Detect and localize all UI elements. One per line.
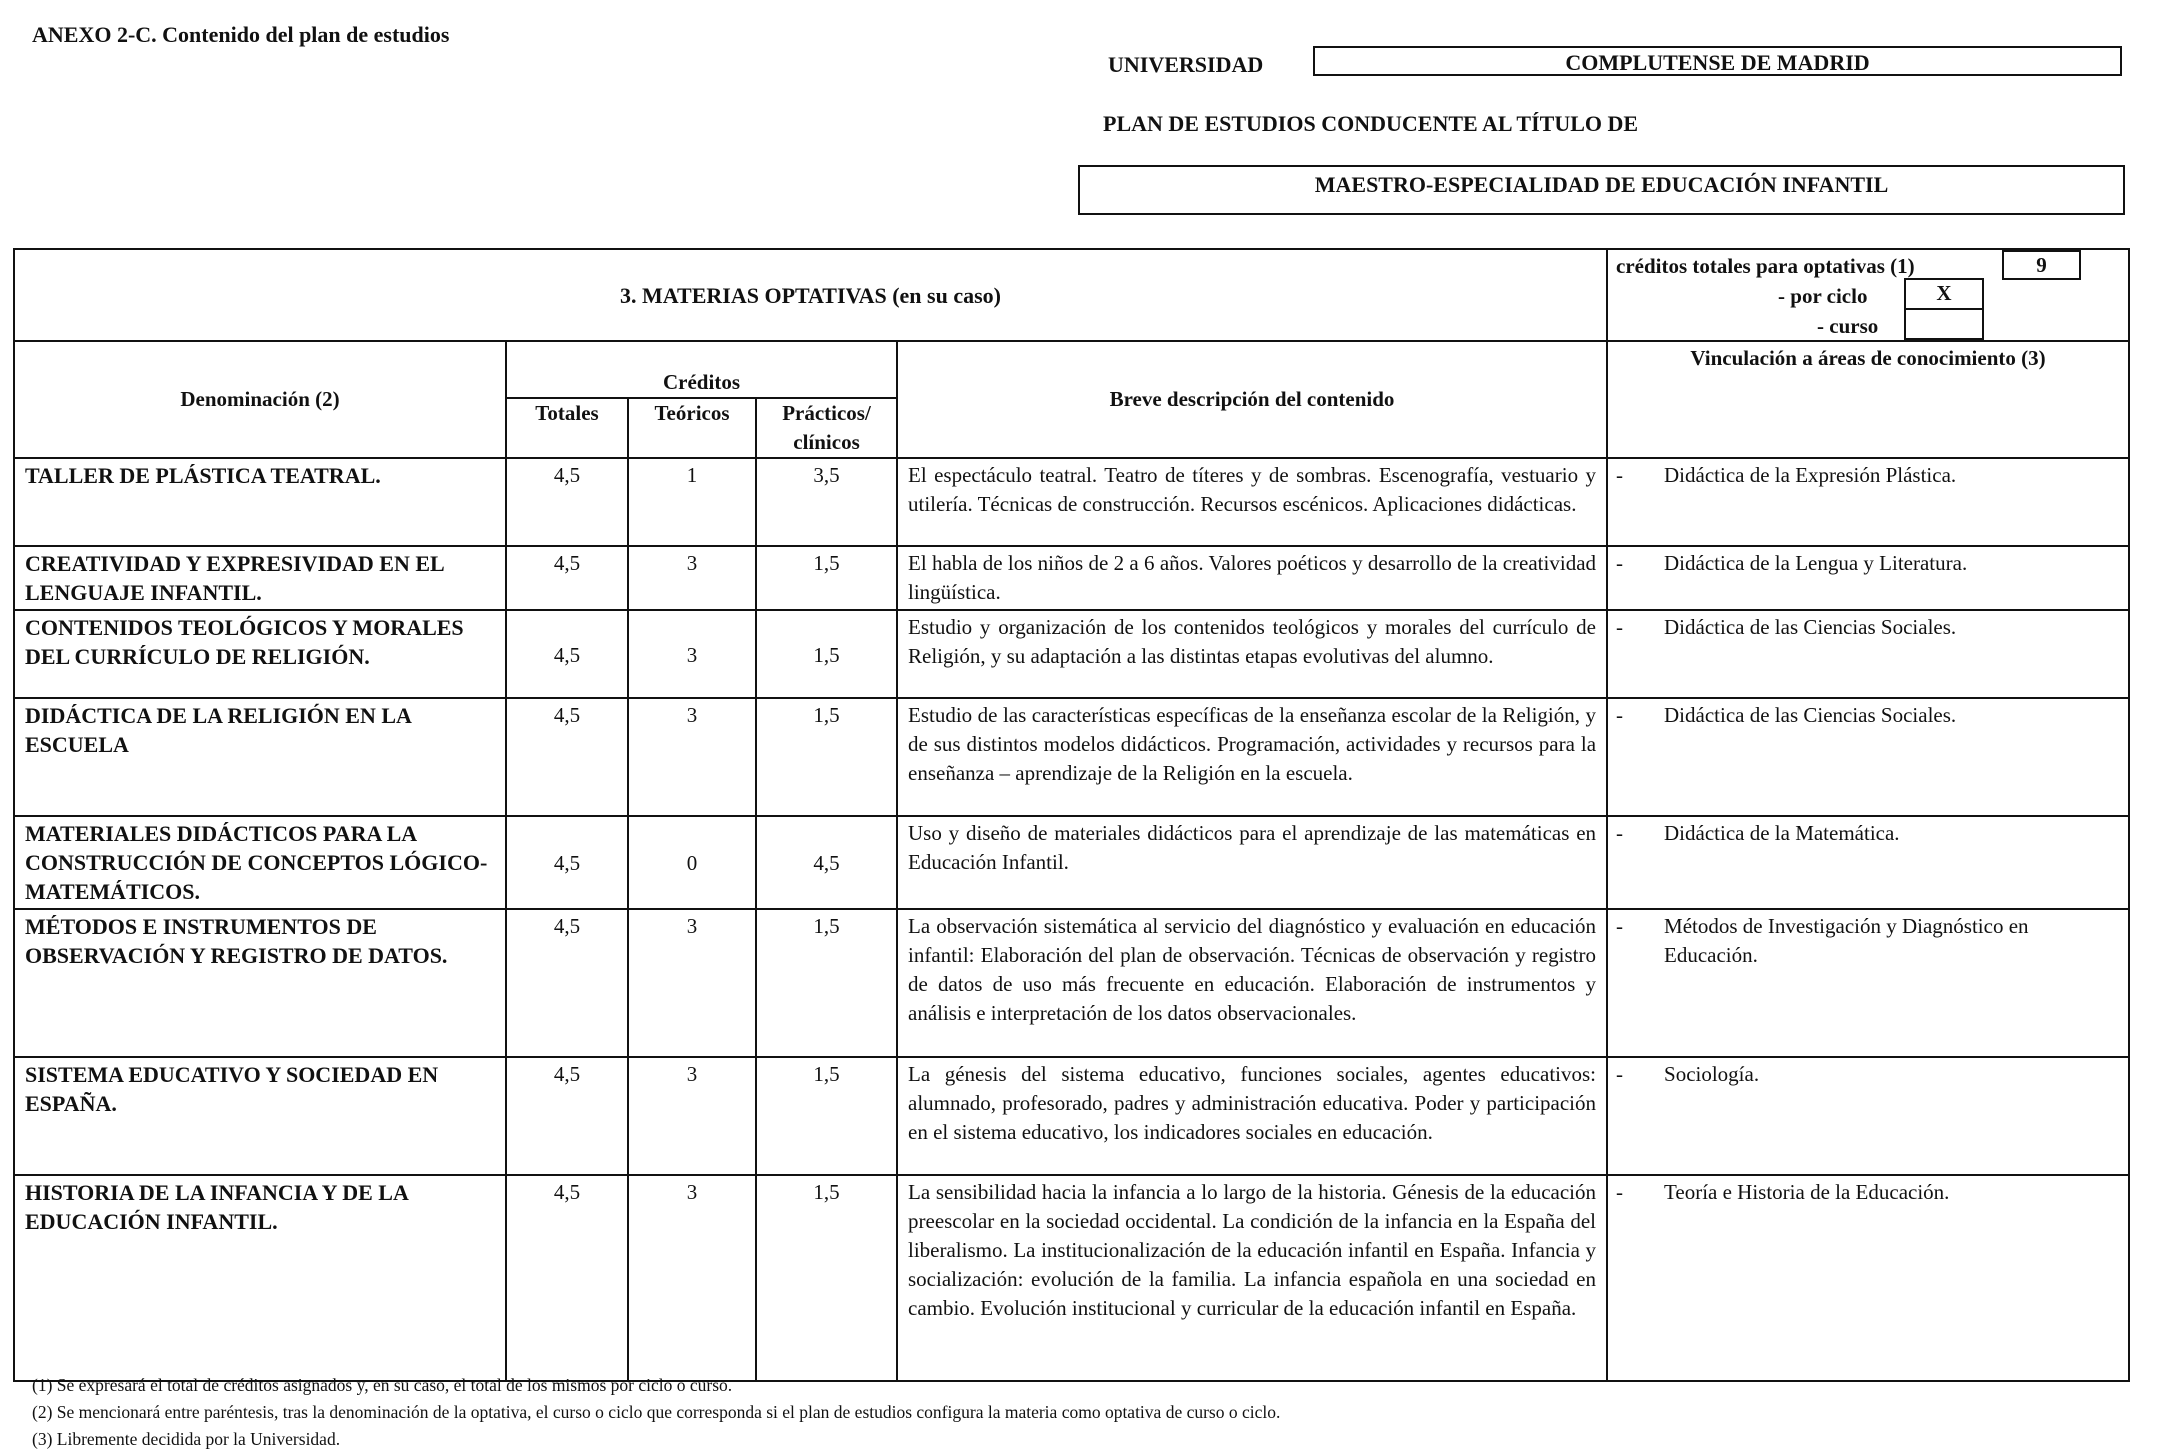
area-dash: - — [1616, 914, 1624, 938]
area-name: Didáctica de las Ciencias Sociales. — [1664, 615, 1957, 639]
area-dash: - — [1616, 703, 1624, 727]
subject-description: El espectáculo teatral. Teatro de títeres y de sombras. Escenografía, vestuario y utilería. Técnicas de construcción. Recursos escénicos. Aplicaciones didácticas. — [897, 458, 1607, 546]
col-practicos — [756, 398, 897, 458]
credits-total: 4,5 — [506, 816, 628, 909]
credits-total: 4,5 — [506, 698, 628, 816]
section-title: 3. MATERIAS OPTATIVAS (en su caso) — [14, 249, 1607, 341]
area-name: Didáctica de la Matemática. — [1664, 821, 1900, 845]
credits-total: 4,5 — [506, 546, 628, 610]
credits-total: 4,5 — [506, 1057, 628, 1175]
col-practicos-line1: Prácticos/ — [782, 401, 871, 425]
subject-name: SISTEMA EDUCATIVO Y SOCIEDAD EN ESPAÑA. — [14, 1057, 506, 1175]
area-dash: - — [1616, 551, 1624, 575]
credits-summary — [1607, 249, 2129, 341]
area-dash: - — [1616, 463, 1624, 487]
col-descripcion: Breve descripción del contenido — [897, 341, 1607, 458]
table-row — [14, 909, 2129, 1057]
subject-description: La observación sistemática al servicio del diagnóstico y evaluación en educación infantil: Elaboración del plan de observación. Técnicas de observación y registro de datos de uso más frecuente en educación. Elaboración de instrumentos y análisis e interpretación de los datos observacionales. — [897, 909, 1607, 1057]
area-dash: - — [1616, 615, 1624, 639]
total-credits-value: 9 — [2002, 250, 2081, 280]
credits-total: 4,5 — [506, 458, 628, 546]
knowledge-area — [1607, 610, 2129, 698]
credits-theory: 3 — [628, 909, 756, 1057]
credits-total: 4,5 — [506, 1175, 628, 1381]
university-value: COMPLUTENSE DE MADRID — [1313, 46, 2122, 76]
footnotes — [32, 1372, 1280, 1453]
col-vinculacion: Vinculación a áreas de conocimiento (3) — [1607, 341, 2129, 458]
area-name: Didáctica de la Lengua y Literatura. — [1664, 551, 1968, 575]
credits-practice: 4,5 — [756, 816, 897, 909]
subject-description: Estudio de las características específicas de la enseñanza escolar de la Religión, y de sus distintos modelos didácticos. Programación, actividades y recursos para la enseñanza – aprendizaje de la Religión en la escuela. — [897, 698, 1607, 816]
credits-theory: 3 — [628, 1175, 756, 1381]
table-row — [14, 546, 2129, 610]
per-cycle-label: - por ciclo — [1778, 284, 1868, 308]
per-course-label: - curso — [1817, 314, 1879, 338]
column-header-row-1 — [14, 341, 2129, 398]
subject-description: Uso y diseño de materiales didácticos para el aprendizaje de las matemáticas en Educación Infantil. — [897, 816, 1607, 909]
area-dash: - — [1616, 1180, 1624, 1204]
knowledge-area — [1607, 1057, 2129, 1175]
credits-practice: 3,5 — [756, 458, 897, 546]
credits-theory: 3 — [628, 546, 756, 610]
subject-name: TALLER DE PLÁSTICA TEATRAL. — [14, 458, 506, 546]
footnote-2: (2) Se mencionará entre paréntesis, tras la denominación de la optativa, el curso o ciclo que corresponda si el plan de estudios configura la materia como optativa de curso o ciclo. — [32, 1402, 1281, 1422]
credits-total: 4,5 — [506, 610, 628, 698]
col-creditos: Créditos — [506, 341, 897, 398]
col-teoricos: Teóricos — [628, 398, 756, 458]
knowledge-area — [1607, 909, 2129, 1057]
subject-description: La génesis del sistema educativo, funciones sociales, agentes educativos: alumnado, profesorado, padres y administración educativa. Poder y participación en el sistema educativo, los indicadores sociales en educación. — [897, 1057, 1607, 1175]
subject-description: Estudio y organización de los contenidos teológicos y morales del currículo de Religión, y su adaptación a las distintas etapas evolutivas del alumno. — [897, 610, 1607, 698]
area-name: Métodos de Investigación y Diagnóstico en Educación. — [1664, 914, 2029, 967]
credits-practice: 1,5 — [756, 1057, 897, 1175]
degree-title: MAESTRO-ESPECIALIDAD DE EDUCACIÓN INFANTIL — [1078, 165, 2125, 215]
credits-practice: 1,5 — [756, 909, 897, 1057]
subject-name: CONTENIDOS TEOLÓGICOS Y MORALES DEL CURRÍCULO DE RELIGIÓN. — [14, 610, 506, 698]
col-practicos-line2: clínicos — [793, 430, 860, 454]
credits-theory: 3 — [628, 1057, 756, 1175]
knowledge-area — [1607, 458, 2129, 546]
table-row — [14, 1175, 2129, 1381]
footnote-3: (3) Libremente decidida por la Universidad. — [32, 1429, 341, 1449]
area-dash: - — [1616, 1062, 1624, 1086]
total-credits-label: créditos totales para optativas (1) — [1616, 254, 1915, 278]
knowledge-area — [1607, 1175, 2129, 1381]
per-cycle-value: X — [1904, 278, 1984, 310]
annex-heading: ANEXO 2-C. Contenido del plan de estudios — [32, 22, 450, 47]
credits-theory: 3 — [628, 610, 756, 698]
knowledge-area — [1607, 698, 2129, 816]
table-row — [14, 458, 2129, 546]
credits-theory: 3 — [628, 698, 756, 816]
subject-name: MÉTODOS E INSTRUMENTOS DE OBSERVACIÓN Y REGISTRO DE DATOS. — [14, 909, 506, 1057]
area-name: Sociología. — [1664, 1062, 1760, 1086]
optional-subjects-table — [13, 248, 2130, 1382]
per-course-value — [1904, 308, 1984, 340]
subject-description: El habla de los niños de 2 a 6 años. Valores poéticos y desarrollo de la creatividad lingüística. — [897, 546, 1607, 610]
area-name: Didáctica de las Ciencias Sociales. — [1664, 703, 1957, 727]
section-header-row — [14, 249, 2129, 341]
knowledge-area — [1607, 546, 2129, 610]
subject-name: CREATIVIDAD Y EXPRESIVIDAD EN EL LENGUAJE INFANTIL. — [14, 546, 506, 610]
area-name: Didáctica de la Expresión Plástica. — [1664, 463, 1957, 487]
subject-name: HISTORIA DE LA INFANCIA Y DE LA EDUCACIÓN INFANTIL. — [14, 1175, 506, 1381]
footnote-1: (1) Se expresará el total de créditos asignados y, en su caso, el total de los mismos por ciclo o curso. — [32, 1375, 733, 1395]
table-row — [14, 698, 2129, 816]
credits-practice: 1,5 — [756, 546, 897, 610]
university-label: UNIVERSIDAD — [1108, 52, 1264, 77]
table-row — [14, 816, 2129, 909]
subject-description: La sensibilidad hacia la infancia a lo largo de la historia. Génesis de la educación preescolar en la sociedad occidental. La condición de la infancia en la España del liberalismo. La institucionalización de la educación infantil en España. Infancia y socialización: evolución de la familia. La infancia española en una sociedad en cambio. Evolución institucional y curricular de la educación infantil en España. — [897, 1175, 1607, 1381]
credits-practice: 1,5 — [756, 610, 897, 698]
credits-total: 4,5 — [506, 909, 628, 1057]
plan-label: PLAN DE ESTUDIOS CONDUCENTE AL TÍTULO DE — [1103, 111, 1639, 136]
table-row — [14, 1057, 2129, 1175]
subject-name: DIDÁCTICA DE LA RELIGIÓN EN LA ESCUELA — [14, 698, 506, 816]
credits-practice: 1,5 — [756, 1175, 897, 1381]
credits-theory: 1 — [628, 458, 756, 546]
area-dash: - — [1616, 821, 1624, 845]
subject-name: MATERIALES DIDÁCTICOS PARA LA CONSTRUCCIÓN DE CONCEPTOS LÓGICO-MATEMÁTICOS. — [14, 816, 506, 909]
credits-theory: 0 — [628, 816, 756, 909]
table-row — [14, 610, 2129, 698]
credits-practice: 1,5 — [756, 698, 897, 816]
knowledge-area — [1607, 816, 2129, 909]
col-totales: Totales — [506, 398, 628, 458]
area-name: Teoría e Historia de la Educación. — [1664, 1180, 1950, 1204]
col-denominacion: Denominación (2) — [14, 341, 506, 458]
